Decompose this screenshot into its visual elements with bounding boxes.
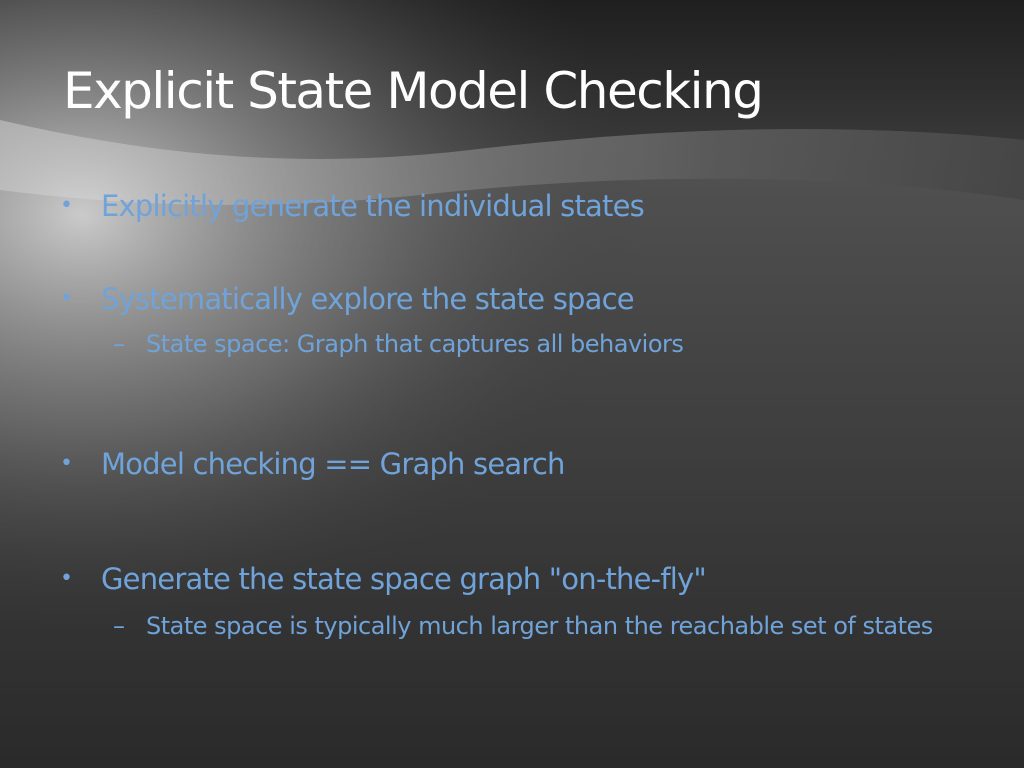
bullet-list bbox=[60, 186, 960, 646]
bullet-item bbox=[60, 186, 960, 226]
bullet-dot: • bbox=[60, 451, 73, 476]
bullet-dot: • bbox=[60, 193, 73, 218]
bullet-text: Explicitly generate the individual states bbox=[101, 189, 644, 223]
sub-bullet-text: State space is typically much larger than the reachable set of states bbox=[146, 612, 933, 640]
bullet-item bbox=[60, 279, 960, 319]
bullet-item bbox=[60, 444, 960, 484]
sub-bullet-text: State space: Graph that captures all behaviors bbox=[146, 330, 684, 358]
sub-bullet-dash: – bbox=[113, 330, 125, 358]
bullet-text: Systematically explore the state space bbox=[101, 282, 634, 316]
sub-bullet-item bbox=[60, 325, 960, 364]
bullet-dot: • bbox=[60, 286, 73, 311]
bullet-text: Model checking == Graph search bbox=[101, 447, 565, 481]
sub-bullet-dash: – bbox=[113, 612, 125, 640]
sub-bullet-item bbox=[60, 607, 986, 646]
bullet-text: Generate the state space graph "on-the-fly" bbox=[101, 562, 706, 596]
bullet-item bbox=[60, 559, 960, 599]
bullet-dot: • bbox=[60, 566, 73, 591]
slide-title: Explicit State Model Checking bbox=[63, 62, 763, 120]
